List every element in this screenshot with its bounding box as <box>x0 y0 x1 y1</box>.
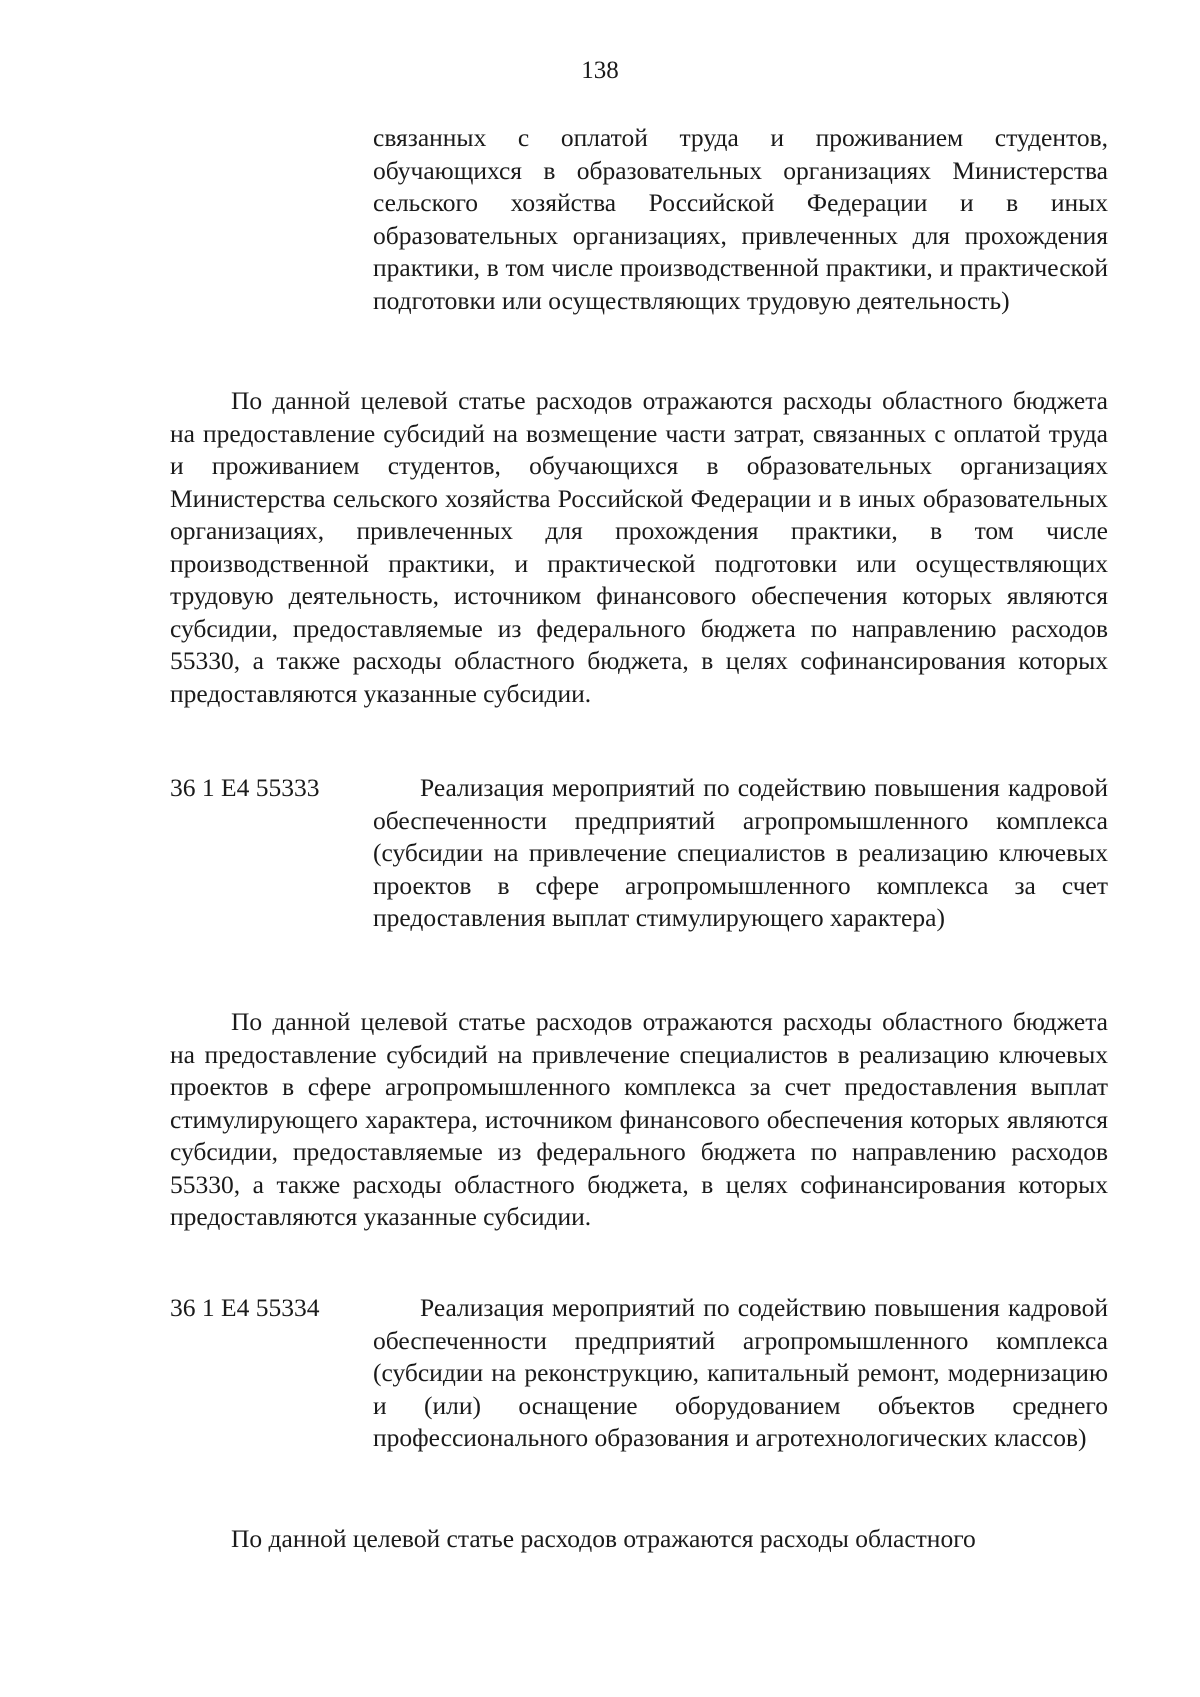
budget-entry <box>170 772 1108 972</box>
explanation-paragraph: По данной целевой статье расходов отражаются расходы областного бюджета на предоставление субсидий на привлечение специалистов в реализацию ключевых проектов в сфере агропромышленного комплекса за счет предоставления выплат стимулирующего характера, источником финансового обеспечения которых являются субсидии, предоставляемые из федерального бюджета по направлению расходов 55330, а также расходы областного бюджета, в целях софинансирования которых предоставляются указанные субсидии. <box>170 1007 1108 1231</box>
explanation-paragraph: По данной целевой статье расходов отражаются расходы областного бюджета на предоставление субсидий на возмещение части затрат, связанных с оплатой труда и проживанием студентов, обучающихся в образовательных организациях Министерства сельского хозяйства Российской Федерации и в иных образовательных организациях, привлеченных для прохождения практики, в том числе производственной практики, и практической подготовки или осуществляющих трудовую деятельность, источником финансового обеспечения которых являются субсидии, предоставляемые из федерального бюджета по направлению расходов 55330, а также расходы областного бюджета, в целях софинансирования которых предоставляются указанные субсидии. <box>170 386 1108 708</box>
budget-code: 36 1 Е4 55333 <box>170 773 320 802</box>
page-number: 138 <box>581 57 619 84</box>
budget-code: 36 1 Е4 55334 <box>170 1293 320 1322</box>
continued-entry-description: связанных с оплатой труда и проживанием студентов, обучающихся в образовательных организациях Министерства сельского хозяйства Российской Федерации и в иных образовательных организациях, привлеченных для прохождения практики, в том числе производственной практики, и практической подготовки или осуществляющих трудовую деятельность) <box>373 123 1108 315</box>
budget-entry-description: Реализация мероприятий по содействию повышения кадровой обеспеченности предприятий агропромышленного комплекса (субсидии на реконструкцию, капитальный ремонт, модернизацию и (или) оснащение оборудованием объектов среднего профессионального образования и агротехнологических классов) <box>373 1293 1108 1452</box>
budget-entry <box>170 1292 1108 1492</box>
budget-entry-description: Реализация мероприятий по содействию повышения кадровой обеспеченности предприятий агропромышленного комплекса (субсидии на привлечение специалистов в реализацию ключевых проектов в сфере агропромышленного комплекса за счет предоставления выплат стимулирующего характера) <box>373 773 1108 932</box>
explanation-paragraph: По данной целевой статье расходов отражаются расходы областного <box>231 1524 976 1553</box>
